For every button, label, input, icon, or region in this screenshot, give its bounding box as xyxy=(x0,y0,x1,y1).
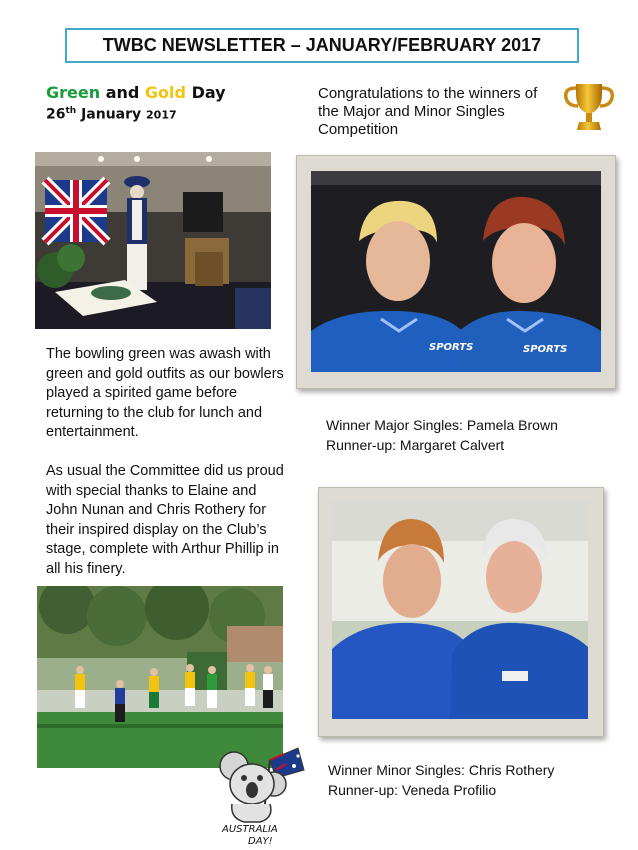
bowling-green-photo xyxy=(37,586,283,768)
congratulations-text: Congratulations to the winners of the Major and Minor Singles Competition xyxy=(318,85,538,138)
newsletter-title-text: TWBC NEWSLETTER – JANUARY/FEBRUARY 2017 xyxy=(102,35,542,55)
minor-singles-caption xyxy=(328,760,618,800)
minor-singles-photo-frame xyxy=(318,487,604,737)
minor-runner-up: Runner-up: Veneda Profilio xyxy=(328,782,497,798)
koala-flag-icon xyxy=(214,742,310,846)
newsletter-title xyxy=(65,28,579,63)
heading-word-and: and xyxy=(105,83,140,102)
koala-caption-line1: AUSTRALIA xyxy=(222,824,278,835)
major-singles-photo-frame xyxy=(296,155,616,389)
date-day: 26 xyxy=(46,106,66,123)
story-paragraph-2: As usual the Committee did us proud with special thanks to Elaine and John Nunan and Chris Rothery for their inspired display on the Club’s stage, complete with Arthur Phillip in all his finery. xyxy=(46,463,284,577)
date-month: January xyxy=(81,106,142,123)
green-gold-heading xyxy=(46,83,226,102)
stage-display-photo xyxy=(35,152,271,329)
major-singles-caption xyxy=(326,415,616,455)
major-winner: Winner Major Singles: Pamela Brown xyxy=(326,417,558,433)
heading-word-gold: Gold xyxy=(144,83,186,102)
major-singles-photo xyxy=(311,171,601,372)
date-suffix: th xyxy=(65,106,77,116)
koala-caption-line2: DAY! xyxy=(248,836,273,846)
heading-word-day: Day xyxy=(191,83,226,102)
story-paragraph-1: The bowling green was awash with green and gold outfits as our bowlers played a spirited game before returning to the club for lunch and entertainment. xyxy=(46,346,284,440)
heading-word-green: Green xyxy=(46,83,101,102)
minor-winner: Winner Minor Singles: Chris Rothery xyxy=(328,762,555,778)
shirt-logo-right: SPORTS xyxy=(523,344,568,355)
major-runner-up: Runner-up: Margaret Calvert xyxy=(326,437,505,453)
shirt-logo-left: SPORTS xyxy=(429,342,474,353)
minor-singles-photo xyxy=(332,501,588,719)
trophy-icon xyxy=(560,80,618,136)
event-date xyxy=(46,106,177,123)
date-year: 2017 xyxy=(146,108,177,122)
